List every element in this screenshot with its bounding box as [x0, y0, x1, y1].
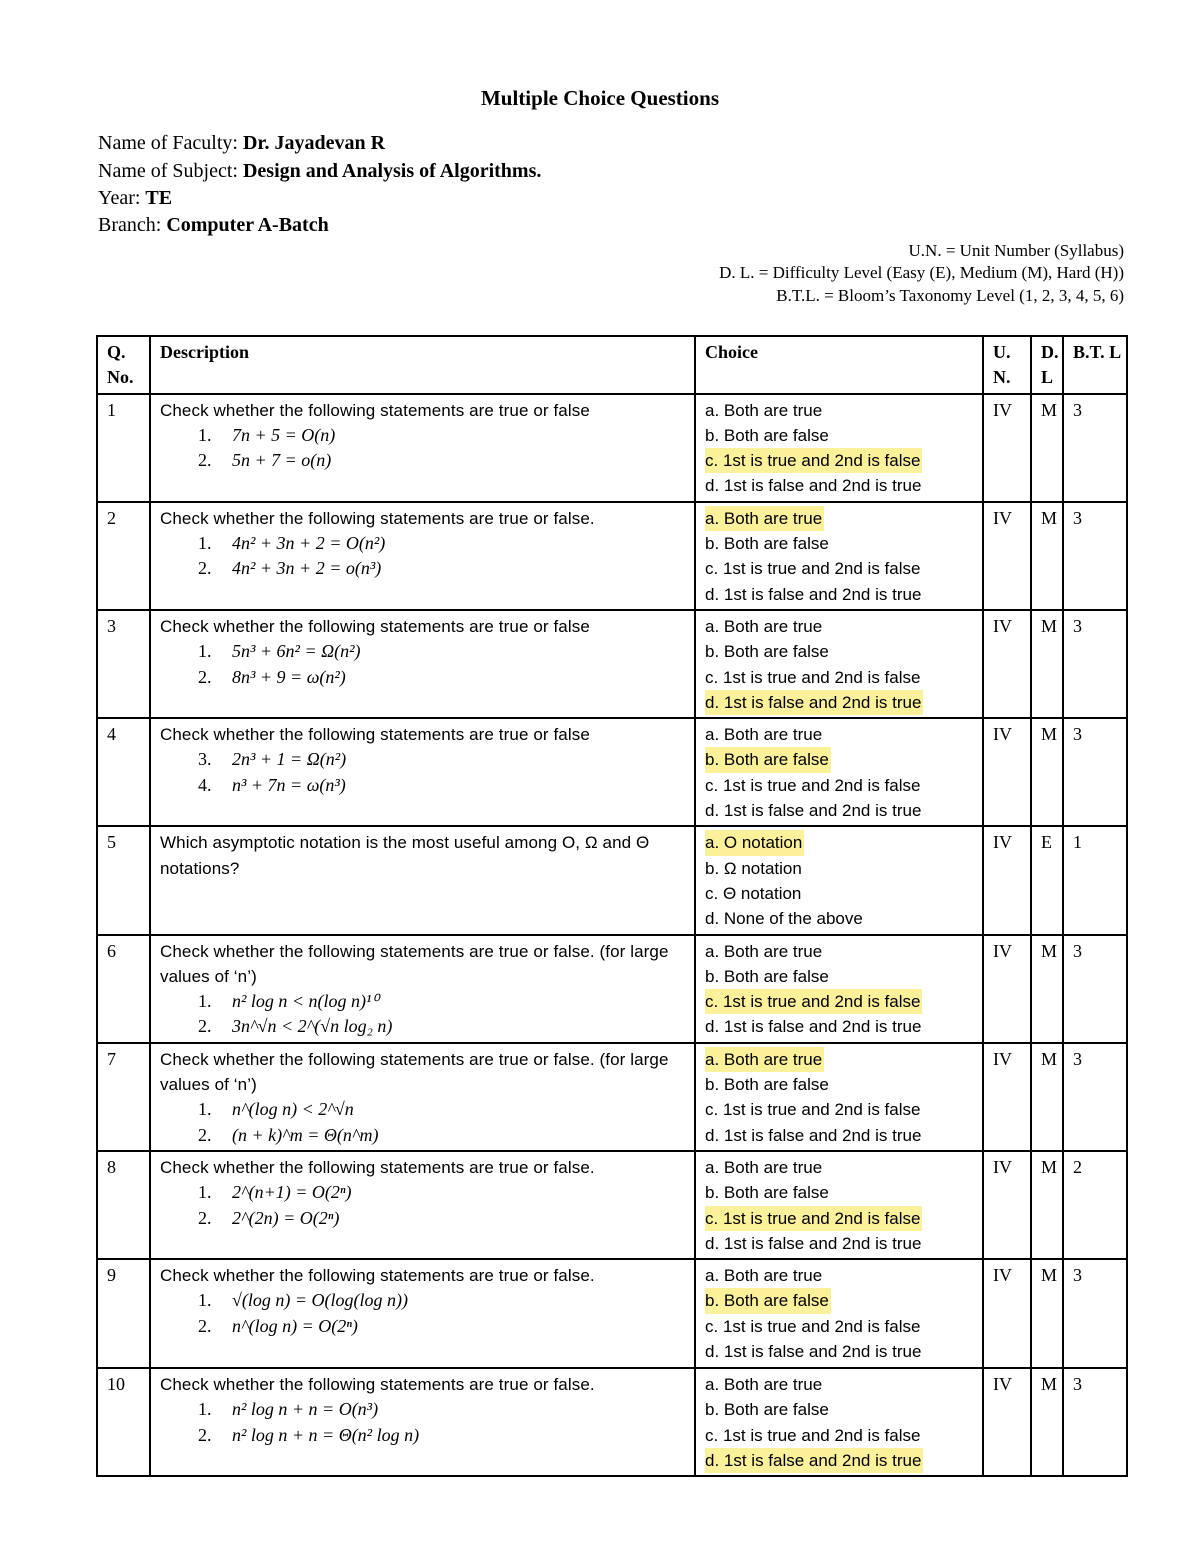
- choice-option: d. None of the above: [705, 909, 863, 929]
- statement-number: 1.: [198, 641, 212, 662]
- choice-option-correct: b. Both are false: [705, 1288, 831, 1313]
- branch-label: Branch:: [98, 214, 162, 236]
- statement-expression: 4n² + 3n + 2 = O(n²): [232, 533, 386, 554]
- statement-number: 2.: [198, 1016, 212, 1037]
- choice-option: b. Both are false: [705, 1075, 829, 1095]
- question-number: 5: [97, 826, 150, 934]
- choice-option: d. 1st is false and 2nd is true: [705, 584, 922, 604]
- choice-option: b. Both are false: [705, 1400, 829, 1420]
- statement: [160, 531, 694, 556]
- statement-expression: 2^(n+1) = O(2ⁿ): [232, 1182, 352, 1203]
- question-dl: M: [1031, 935, 1063, 1043]
- question-description: [150, 826, 695, 934]
- choice-line: [705, 398, 982, 423]
- choice-option-correct: c. 1st is true and 2nd is false: [705, 989, 922, 1014]
- choice-line: [705, 881, 982, 906]
- choice-line: [705, 690, 982, 715]
- question-text: Check whether the following statements are true or false.: [160, 1375, 595, 1395]
- question-choices: [695, 394, 983, 502]
- question-number: 1: [97, 394, 150, 502]
- question-text: Check whether the following statements are true or false: [160, 725, 590, 745]
- choice-line: [705, 856, 982, 881]
- question-btl: 2: [1063, 1151, 1127, 1259]
- statement-expression: n³ + 7n = ω(n³): [232, 774, 346, 795]
- choice-option: c. Θ notation: [705, 883, 802, 903]
- branch-value: Computer A-Batch: [166, 214, 329, 236]
- header-qno: Q. No.: [97, 336, 150, 394]
- statement: [160, 1180, 694, 1205]
- choice-line: [705, 582, 982, 607]
- choice-line: [705, 1397, 982, 1422]
- choice-line: [705, 614, 982, 639]
- choice-line: [705, 665, 982, 690]
- statement-expression: (n + k)^m = Θ(n^m): [232, 1124, 379, 1145]
- choice-line: [705, 1180, 982, 1205]
- statement: [160, 1397, 694, 1422]
- question-text: Which asymptotic notation is the most useful among O, Ω and Θ notations?: [160, 833, 650, 878]
- question-text: Check whether the following statements are true or false.: [160, 1157, 595, 1177]
- question-number: 7: [97, 1043, 150, 1151]
- statement-expression: 4n² + 3n + 2 = o(n³): [232, 558, 382, 579]
- header-dl: D. L: [1031, 336, 1063, 394]
- question-text: Check whether the following statements are true or false.: [160, 508, 595, 528]
- statement: [160, 1097, 694, 1122]
- choice-option-correct: d. 1st is false and 2nd is true: [705, 690, 923, 715]
- statement-number: 1.: [198, 1399, 212, 1420]
- question-choices: [695, 1043, 983, 1151]
- header-description: Description: [150, 336, 695, 394]
- choice-option-correct: b. Both are false: [705, 747, 831, 772]
- question-text: Check whether the following statements are true or false. (for large values of ‘n’): [160, 1049, 669, 1095]
- statement: [160, 747, 694, 772]
- question-choices: [695, 502, 983, 610]
- choice-line: [705, 639, 982, 664]
- question-un: IV: [983, 718, 1031, 826]
- statement: [160, 639, 694, 664]
- question-dl: M: [1031, 610, 1063, 718]
- legend-un: U.N. = Unit Number (Syllabus): [908, 241, 1124, 260]
- statement-expression: √(log n) = O(log(log n)): [232, 1290, 408, 1311]
- choice-option-correct: d. 1st is false and 2nd is true: [705, 1448, 923, 1473]
- question-description: [150, 718, 695, 826]
- question-un: IV: [983, 394, 1031, 502]
- choice-line: [705, 1288, 982, 1313]
- choice-line: [705, 1231, 982, 1256]
- statement-expression: n² log n < n(log n)¹⁰: [232, 991, 379, 1012]
- choice-option-correct: a. Both are true: [705, 1047, 824, 1072]
- choice-option: d. 1st is false and 2nd is true: [705, 801, 922, 821]
- statement: [160, 1014, 694, 1039]
- question-text: Check whether the following statements are true or false: [160, 616, 590, 636]
- choice-line: [705, 1072, 982, 1097]
- question-row: [97, 394, 1127, 502]
- question-row: [97, 610, 1127, 718]
- statement-number: 2.: [198, 666, 212, 687]
- question-choices: [695, 1259, 983, 1368]
- choice-line: [705, 556, 982, 581]
- question-btl: 3: [1063, 394, 1127, 502]
- statement-number: 2.: [198, 450, 212, 471]
- statement: [160, 556, 694, 581]
- choice-option: b. Both are false: [705, 534, 829, 554]
- question-btl: 3: [1063, 1043, 1127, 1151]
- question-btl: 3: [1063, 718, 1127, 826]
- statement-number: 3.: [198, 749, 212, 770]
- statement: [160, 665, 694, 690]
- header-btl: B.T. L: [1063, 336, 1127, 394]
- choice-option: b. Both are false: [705, 425, 829, 445]
- choice-line: [705, 1339, 982, 1364]
- statement-expression: n² log n + n = O(n³): [232, 1399, 379, 1420]
- choice-line: [705, 473, 982, 498]
- question-row: [97, 1151, 1127, 1259]
- statement-expression: 2^(2n) = O(2ⁿ): [232, 1207, 340, 1228]
- choice-option: a. Both are true: [705, 1157, 823, 1177]
- question-row: [97, 1259, 1127, 1368]
- statement: [160, 448, 694, 473]
- choice-option: a. Both are true: [705, 1375, 823, 1395]
- statement: [160, 1123, 694, 1148]
- question-dl: M: [1031, 502, 1063, 610]
- choice-line: [705, 1423, 982, 1448]
- question-row: [97, 1368, 1127, 1476]
- header-un: U. N.: [983, 336, 1031, 394]
- choice-option: a. Both are true: [705, 400, 823, 420]
- choice-option: b. Both are false: [705, 642, 829, 662]
- choice-line: [705, 773, 982, 798]
- choice-option: a. Both are true: [705, 616, 823, 636]
- question-choices: [695, 1368, 983, 1476]
- choice-line: [705, 1047, 982, 1072]
- choice-line: [705, 448, 982, 473]
- choice-option: c. 1st is true and 2nd is false: [705, 775, 921, 795]
- question-description: [150, 1151, 695, 1259]
- question-dl: M: [1031, 1259, 1063, 1368]
- question-dl: M: [1031, 1151, 1063, 1259]
- question-dl: M: [1031, 1368, 1063, 1476]
- choice-option: c. 1st is true and 2nd is false: [705, 1316, 921, 1336]
- choice-line: [705, 989, 982, 1014]
- choice-line: [705, 1014, 982, 1039]
- choice-option: b. Both are false: [705, 1183, 829, 1203]
- question-row: [97, 718, 1127, 826]
- question-un: IV: [983, 826, 1031, 934]
- question-choices: [695, 935, 983, 1043]
- statement-number: 1.: [198, 424, 212, 445]
- faculty-line: [98, 132, 385, 155]
- statement-number: 2.: [198, 1124, 212, 1145]
- choice-line: [705, 1448, 982, 1473]
- choice-option-correct: a. O notation: [705, 830, 804, 855]
- choice-line: [705, 798, 982, 823]
- question-choices: [695, 610, 983, 718]
- choice-line: [705, 1206, 982, 1231]
- choice-option: c. 1st is true and 2nd is false: [705, 559, 921, 579]
- faculty-label: Name of Faculty:: [98, 132, 238, 154]
- question-number: 8: [97, 1151, 150, 1259]
- question-btl: 3: [1063, 502, 1127, 610]
- choice-option: a. Both are true: [705, 725, 823, 745]
- question-btl: 1: [1063, 826, 1127, 934]
- choice-option-correct: a. Both are true: [705, 506, 824, 531]
- choice-line: [705, 906, 982, 931]
- statement-expression: 5n + 7 = o(n): [232, 450, 332, 471]
- question-un: IV: [983, 935, 1031, 1043]
- question-btl: 3: [1063, 610, 1127, 718]
- statement: [160, 989, 694, 1014]
- question-un: IV: [983, 1151, 1031, 1259]
- statement-expression: n² log n + n = Θ(n² log n): [232, 1424, 420, 1445]
- choice-option: c. 1st is true and 2nd is false: [705, 667, 921, 687]
- header-choice: Choice: [695, 336, 983, 394]
- statement-expression: 7n + 5 = O(n): [232, 424, 336, 445]
- choice-line: [705, 1155, 982, 1180]
- statement: [160, 423, 694, 448]
- subject-value: Design and Analysis of Algorithms.: [242, 160, 542, 182]
- question-number: 2: [97, 502, 150, 610]
- question-description: [150, 1259, 695, 1368]
- choice-option: d. 1st is false and 2nd is true: [705, 1233, 922, 1253]
- statement-number: 1.: [198, 1099, 212, 1120]
- choice-line: [705, 1372, 982, 1397]
- statement-number: 1.: [198, 1182, 212, 1203]
- choice-line: [705, 1263, 982, 1288]
- choice-line: [705, 1097, 982, 1122]
- question-text: Check whether the following statements are true or false: [160, 400, 590, 420]
- statement-number: 1.: [198, 533, 212, 554]
- subject-label: Name of Subject:: [98, 160, 238, 182]
- choice-option: c. 1st is true and 2nd is false: [705, 1425, 921, 1445]
- statement-number: 2.: [198, 1424, 212, 1445]
- question-un: IV: [983, 1259, 1031, 1368]
- question-number: 6: [97, 935, 150, 1043]
- choice-option: d. 1st is false and 2nd is true: [705, 1341, 922, 1361]
- question-choices: [695, 826, 983, 934]
- choice-option-correct: c. 1st is true and 2nd is false: [705, 448, 922, 473]
- subject-line: [98, 160, 541, 183]
- question-row: [97, 502, 1127, 610]
- mcq-table: [96, 335, 1128, 1477]
- question-choices: [695, 718, 983, 826]
- choice-option: c. 1st is true and 2nd is false: [705, 1100, 921, 1120]
- choice-line: [705, 531, 982, 556]
- question-dl: M: [1031, 718, 1063, 826]
- question-text: Check whether the following statements are true or false. (for large values of ‘n’): [160, 941, 669, 986]
- question-text: Check whether the following statements are true or false.: [160, 1266, 595, 1286]
- choice-line: [705, 1314, 982, 1339]
- statement: [160, 1206, 694, 1231]
- statement: [160, 1288, 694, 1313]
- question-un: IV: [983, 502, 1031, 610]
- year-label: Year:: [98, 187, 141, 209]
- choice-line: [705, 747, 982, 772]
- question-btl: 3: [1063, 1259, 1127, 1368]
- statement-number: 1.: [198, 1290, 212, 1311]
- choice-option: b. Both are false: [705, 966, 829, 986]
- choice-line: [705, 506, 982, 531]
- year-line: [98, 187, 172, 210]
- question-row: [97, 1043, 1127, 1151]
- choice-line: [705, 423, 982, 448]
- choice-option: d. 1st is false and 2nd is true: [705, 476, 922, 496]
- branch-line: [98, 214, 329, 237]
- question-dl: E: [1031, 826, 1063, 934]
- statement-number: 2.: [198, 558, 212, 579]
- question-dl: M: [1031, 1043, 1063, 1151]
- question-description: [150, 1043, 695, 1151]
- statement-number: 4.: [198, 774, 212, 795]
- choice-option-correct: c. 1st is true and 2nd is false: [705, 1206, 922, 1231]
- header-row: [97, 336, 1127, 394]
- question-number: 9: [97, 1259, 150, 1368]
- statement: [160, 1314, 694, 1339]
- question-description: [150, 935, 695, 1043]
- page-title: Multiple Choice Questions: [480, 86, 719, 110]
- choice-line: [705, 1123, 982, 1148]
- statement-number: 2.: [198, 1315, 212, 1336]
- question-choices: [695, 1151, 983, 1259]
- choice-line: [705, 830, 982, 855]
- question-number: 3: [97, 610, 150, 718]
- question-dl: M: [1031, 394, 1063, 502]
- legend-btl: B.T.L. = Bloom’s Taxonomy Level (1, 2, 3, 4, 5, 6): [776, 286, 1124, 305]
- choice-line: [705, 964, 982, 989]
- question-un: IV: [983, 1368, 1031, 1476]
- year-value: TE: [145, 187, 173, 209]
- choice-option: b. Ω notation: [705, 858, 802, 878]
- question-btl: 3: [1063, 1368, 1127, 1476]
- statement-expression: 5n³ + 6n² = Ω(n²): [232, 641, 361, 662]
- question-description: [150, 1368, 695, 1476]
- question-row: [97, 935, 1127, 1043]
- choice-line: [705, 939, 982, 964]
- question-description: [150, 394, 695, 502]
- choice-line: [705, 722, 982, 747]
- statement-expression: 3n^√n < 2^(√n log₂ n): [232, 1016, 393, 1037]
- choice-option: d. 1st is false and 2nd is true: [705, 1125, 922, 1145]
- question-description: [150, 610, 695, 718]
- question-row: [97, 826, 1127, 934]
- choice-option: a. Both are true: [705, 1266, 823, 1286]
- statement: [160, 773, 694, 798]
- choice-option: a. Both are true: [705, 941, 823, 961]
- question-btl: 3: [1063, 935, 1127, 1043]
- statement-expression: 8n³ + 9 = ω(n²): [232, 666, 346, 687]
- question-number: 4: [97, 718, 150, 826]
- question-number: 10: [97, 1368, 150, 1476]
- statement-number: 1.: [198, 991, 212, 1012]
- question-description: [150, 502, 695, 610]
- statement-expression: n^(log n) < 2^√n: [232, 1099, 354, 1120]
- statement-expression: 2n³ + 1 = Ω(n²): [232, 749, 347, 770]
- question-un: IV: [983, 610, 1031, 718]
- question-un: IV: [983, 1043, 1031, 1151]
- choice-option: d. 1st is false and 2nd is true: [705, 1017, 922, 1037]
- legend-dl: D. L. = Difficulty Level (Easy (E), Medium (M), Hard (H)): [719, 263, 1124, 282]
- statement-number: 2.: [198, 1207, 212, 1228]
- statement-expression: n^(log n) = O(2ⁿ): [232, 1315, 358, 1336]
- faculty-value: Dr. Jayadevan R: [242, 132, 386, 154]
- statement: [160, 1423, 694, 1448]
